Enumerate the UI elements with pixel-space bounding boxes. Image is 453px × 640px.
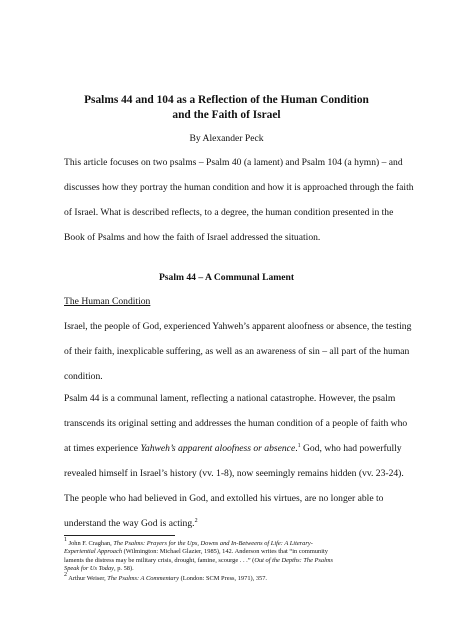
title-line-2: and the Faith of Israel (172, 109, 281, 121)
author-byline: By Alexander Peck (189, 133, 264, 144)
text-run: , p. 58). (114, 565, 134, 573)
intro-line: of Israel. What is described reflects, to a degree, the human condition presented in the (64, 207, 394, 218)
citation-title: Speak for Us Today (64, 565, 115, 573)
citation-title: Out of the Depths: The Psalms (254, 556, 333, 564)
section-subheading: The Human Condition (64, 296, 151, 307)
text-run: (London: SCM Press, 1971), 357. (178, 575, 268, 582)
paragraph-1 (64, 321, 412, 383)
footnote-line (64, 557, 399, 565)
intro-paragraph (64, 157, 414, 244)
paragraph-line: Israel, the people of God, experienced Yahweh’s apparent aloofness or absence, the testing (64, 321, 412, 332)
paragraph-line: condition. (64, 371, 103, 382)
footnote-ref-1[interactable]: 1 (297, 443, 301, 449)
footnote-line (64, 572, 399, 583)
citation-title: The Psalms: Prayers for the Ups, Downs and In-Betweens of Life: A Literary- (113, 540, 313, 547)
intro-line: discusses how they portray the human condition and how it is approached through the faith (64, 182, 414, 193)
footnote-line (64, 565, 399, 573)
footnote-separator (64, 535, 175, 536)
footnote-line (64, 548, 399, 556)
text-run: Arthur Weiser, (67, 575, 108, 582)
text-run: (Wilmington: Michael Glazier, 1985), 142. Anderson writes that “in community (122, 548, 328, 556)
paragraph-line: The people who had believed in God, and extolled his virtues, are no longer able to (64, 493, 384, 504)
text-run: God, who had powerfully (300, 443, 402, 454)
intro-line: Book of Psalms and how the faith of Israel addressed the situation. (64, 232, 321, 243)
footnote-number: 1 (64, 537, 67, 543)
paragraph-line: transcends its original setting and addresses the human condition of a people of faith who (64, 418, 408, 429)
citation-title: Experiential Approach (64, 548, 123, 556)
paragraph-line: of their faith, inexplicable suffering, as well as an awareness of sin – all part of the human (64, 346, 410, 357)
title-line-1: Psalms 44 and 104 as a Reflection of the Human Condition (84, 94, 369, 106)
footnote-number: 2 (64, 572, 67, 578)
text-run: John F. Craghan, (67, 540, 114, 547)
paragraph-line (64, 443, 402, 455)
footnote-ref-2[interactable]: 2 (194, 518, 198, 524)
section-heading: Psalm 44 – A Communal Lament (158, 272, 295, 283)
text-run: . (295, 443, 298, 454)
intro-line: This article focuses on two psalms – Psalm 40 (a lament) and Psalm 104 (a hymn) – and (64, 157, 403, 168)
paragraph-line: Psalm 44 is a communal lament, reflecting a national catastrophe. However, the psalm (64, 393, 396, 404)
footnote-line (64, 537, 399, 548)
text-run: understand the way God is acting. (64, 518, 195, 529)
footnote-1 (64, 537, 399, 574)
text-run: at times experience (64, 443, 141, 454)
text-run: laments the distress may be military crisis, drought, famine, scourge . . .” ( (64, 556, 255, 564)
paragraph-2 (64, 393, 408, 530)
article-title (0, 93, 453, 123)
emphasis-text: Yahweh’s apparent aloofness or absence (140, 443, 296, 454)
citation-title: The Psalms: A Commentary (107, 575, 179, 582)
paragraph-line (64, 518, 399, 530)
paragraph-line: revealed himself in Israel’s history (vv. 1-8), now seemingly remains hidden (vv. 23-24). (64, 468, 404, 479)
footnote-2 (64, 572, 399, 583)
